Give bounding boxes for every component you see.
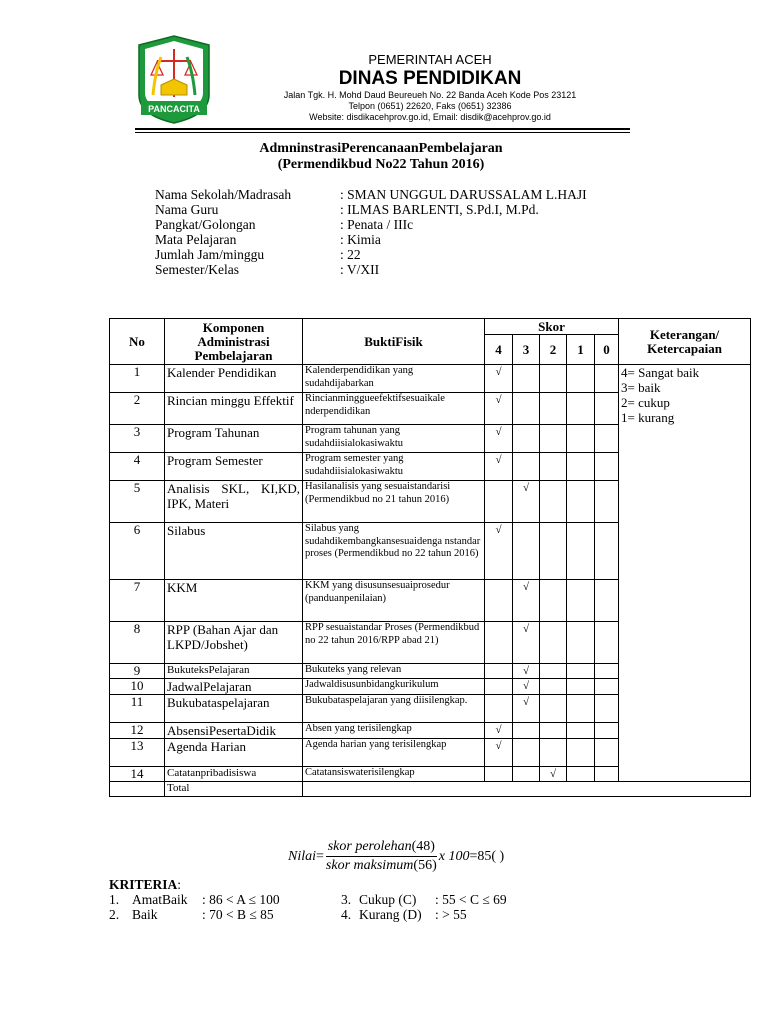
score-cell-4 [485,523,513,580]
formula-numerator [328,838,435,856]
info-row [155,202,587,217]
letterhead-rule-thick [135,128,630,130]
score-cell-1 [567,365,595,393]
score-cell-1 [567,453,595,481]
government-name: PEMERINTAH ACEH [368,52,492,67]
row-komponen: BukuteksPelajaran [165,664,303,679]
criteria-title-colon: : [177,877,182,892]
formula-result: =85( ) [469,848,505,864]
info-value: : 22 [340,247,361,262]
criteria-num: 4. [341,907,352,922]
document-title [200,141,562,173]
score-cell-3 [513,425,540,453]
agency-logo [133,35,215,125]
score-cell-2 [540,664,567,679]
row-number: 4 [110,453,165,481]
score-cell-0 [595,523,619,580]
score-cell-4 [485,695,513,723]
criteria-title [109,877,181,892]
check-mark: √ [522,665,530,677]
row-komponen: JadwalPelajaran [165,679,303,695]
assessment-table [109,318,751,797]
row-number: 12 [110,723,165,739]
header-score-4: 4 [485,335,513,365]
info-value: : V/XII [340,262,380,277]
agency-address: Jalan Tgk. H. Mohd Daud Beureueh No. 22 Banda Aceh Kode Pos 23121 [283,90,577,100]
criteria-label: AmatBaik [132,892,188,907]
score-cell-0 [595,453,619,481]
score-cell-1 [567,481,595,523]
criteria-num: 1. [109,892,120,907]
score-cell-4 [485,425,513,453]
score-cell-1 [567,695,595,723]
check-mark: √ [495,524,502,536]
row-komponen: Agenda Harian [165,739,303,767]
formula-multiplier: x 100 [438,848,470,864]
score-cell-2 [540,365,567,393]
score-cell-2 [540,393,567,425]
row-bukti: Absen yang terisilengkap [303,723,485,739]
total-empty-cell [110,782,165,797]
total-row [110,782,751,797]
agency-phone: Telpon (0651) 22620, Faks (0651) 32386 [348,101,512,111]
score-cell-2 [540,723,567,739]
score-cell-4 [485,365,513,393]
score-cell-1 [567,622,595,664]
check-mark: √ [495,740,502,752]
row-number: 9 [110,664,165,679]
row-number: 14 [110,767,165,782]
score-cell-1 [567,767,595,782]
score-cell-2 [540,580,567,622]
score-cell-0 [595,723,619,739]
row-komponen: AbsensiPesertaDidik [165,723,303,739]
criteria-title-text: KRITERIA [109,877,178,892]
criteria-range: : 70 < B ≤ 85 [202,907,274,922]
row-komponen: RPP (Bahan Ajar dan LKPD/Jobshet) [165,622,303,664]
row-komponen: Program Tahunan [165,425,303,453]
score-cell-1 [567,739,595,767]
header-skor: Skor [485,319,619,335]
info-row [155,187,587,202]
score-formula [288,838,504,875]
crest-icon [133,35,215,125]
check-mark: √ [522,581,530,593]
score-cell-2 [540,679,567,695]
row-bukti: Jadwaldisusunbidangkurikulum [303,679,485,695]
header-no: No [110,319,165,365]
info-value: : Kimia [340,232,381,247]
info-label: Semester/Kelas [155,262,239,277]
score-cell-2 [540,523,567,580]
score-cell-3 [513,767,540,782]
score-cell-1 [567,393,595,425]
legend-item: 4= Sangat baik [621,365,700,380]
row-komponen: Catatanpribadisiswa [165,767,303,782]
score-cell-2 [540,425,567,453]
row-komponen: Silabus [165,523,303,580]
numerator-text: skor perolehan [327,839,412,854]
score-cell-0 [595,365,619,393]
row-bukti: Rincianminggueefektifsesuaikale nderpendidikan [303,393,485,425]
row-bukti: RPP sesuaistandar Proses (Permendikbud no 22 tahun 2016/RPP abad 21) [303,622,485,664]
score-cell-2 [540,453,567,481]
criteria-item [341,907,467,922]
check-mark: √ [522,623,530,635]
info-row [155,217,587,232]
row-number: 2 [110,393,165,425]
score-cell-4 [485,622,513,664]
score-cell-4 [485,393,513,425]
score-cell-3 [513,679,540,695]
header-score-3: 3 [513,335,540,365]
criteria-range: : > 55 [435,907,467,922]
score-cell-2 [540,695,567,723]
header-keterangan: Keterangan/ Ketercapaian [619,319,751,365]
criteria-num: 3. [341,892,352,907]
check-mark: √ [522,680,530,692]
info-label: Nama Sekolah/Madrasah [155,187,292,202]
agency-name: DINAS PENDIDIKAN [338,68,522,89]
total-value-cell [303,782,751,797]
score-cell-1 [567,664,595,679]
row-number: 8 [110,622,165,664]
check-mark: √ [522,696,530,708]
formula-fraction [326,838,437,875]
row-number: 5 [110,481,165,523]
score-cell-3 [513,523,540,580]
row-bukti: Bukuteks yang relevan [303,664,485,679]
score-cell-0 [595,695,619,723]
score-cell-2 [540,481,567,523]
formula-lhs: Nilai [288,848,317,864]
info-value: : ILMAS BARLENTI, S.Pd.I, M.Pd. [340,202,539,217]
denominator-text: skor maksimum [325,858,414,873]
info-row [155,247,587,262]
score-cell-0 [595,739,619,767]
score-cell-1 [567,723,595,739]
criteria-label: Cukup (C) [359,892,417,907]
row-number: 7 [110,580,165,622]
score-cell-3 [513,365,540,393]
check-mark: √ [495,454,502,466]
score-cell-1 [567,679,595,695]
legend-item: 1= kurang [621,410,675,425]
letterhead-rule-thin [135,132,630,133]
criteria-item [109,907,274,922]
score-cell-0 [595,580,619,622]
teacher-info [155,187,587,277]
score-cell-3 [513,393,540,425]
score-cell-2 [540,767,567,782]
score-cell-0 [595,481,619,523]
row-komponen: Analisis SKL, KI,KD, IPK, Materi [165,481,303,523]
row-komponen: Rincian minggu Effektif [165,393,303,425]
info-label: Mata Pelajaran [155,232,237,247]
criteria-label: Baik [132,907,158,922]
score-cell-2 [540,739,567,767]
row-number: 6 [110,523,165,580]
info-label: Nama Guru [155,202,219,217]
criteria-range: : 86 < A ≤ 100 [202,892,280,907]
score-cell-3 [513,723,540,739]
row-bukti: KKM yang disusunsesuaiprosedur (panduanpenilaian) [303,580,485,622]
criteria-num: 2. [109,907,120,922]
row-bukti: Agenda harian yang terisilengkap [303,739,485,767]
row-number: 1 [110,365,165,393]
row-bukti: Hasilanalisis yang sesuaistandarisi (Permendikbud no 21 tahun 2016) [303,481,485,523]
legend-item: 3= baik [621,380,661,395]
score-cell-3 [513,580,540,622]
total-label: Total [165,782,303,797]
header-score-0: 0 [595,335,619,365]
denominator-value: (56) [413,858,437,873]
row-number: 11 [110,695,165,723]
document-title-line2: (Permendikbud No22 Tahun 2016) [277,157,485,172]
score-cell-3 [513,453,540,481]
check-mark: √ [522,482,530,494]
criteria-label: Kurang (D) [359,907,422,922]
info-value: : Penata / IIIc [340,217,414,232]
table-row [110,365,751,393]
formula-equals: = [316,848,324,864]
formula-denominator [326,857,437,875]
agency-website: Website: disdikacehprov.go.id, Email: disdik@acehprov.go.id [309,112,551,122]
row-bukti: Bukubataspelajaran yang diisilengkap. [303,695,485,723]
row-bukti: Program tahunan yang sudahdiisialokasiwaktu [303,425,485,453]
score-cell-4 [485,453,513,481]
criteria-range: : 55 < C ≤ 69 [435,892,507,907]
score-cell-0 [595,622,619,664]
score-cell-3 [513,664,540,679]
check-mark: √ [495,394,502,406]
row-komponen: KKM [165,580,303,622]
score-cell-4 [485,580,513,622]
score-cell-2 [540,622,567,664]
legend-item: 2= cukup [621,395,670,410]
row-bukti: Kalenderpendidikan yang sudahdijabarkan [303,365,485,393]
score-cell-0 [595,679,619,695]
row-komponen: Kalender Pendidikan [165,365,303,393]
score-cell-1 [567,523,595,580]
info-row [155,232,587,247]
svg-text:PANCACITA: PANCACITA [148,104,200,114]
header-score-2: 2 [540,335,567,365]
row-number: 3 [110,425,165,453]
score-cell-3 [513,481,540,523]
check-mark: √ [495,724,502,736]
info-row [155,262,587,277]
row-komponen: Bukubataspelajaran [165,695,303,723]
row-bukti: Program semester yang sudahdiisialokasiwaktu [303,453,485,481]
row-komponen: Program Semester [165,453,303,481]
numerator-value: (48) [411,839,435,854]
header-score-1: 1 [567,335,595,365]
score-cell-4 [485,481,513,523]
info-value: : SMAN UNGGUL DARUSSALAM L.HAJI [340,187,587,202]
score-cell-4 [485,739,513,767]
score-cell-1 [567,580,595,622]
score-cell-3 [513,739,540,767]
score-cell-0 [595,767,619,782]
score-cell-3 [513,622,540,664]
score-cell-4 [485,767,513,782]
criteria-item [109,892,280,907]
check-mark: √ [495,426,502,438]
info-label: Jumlah Jam/minggu [155,247,265,262]
row-bukti: Catatansiswaterisilengkap [303,767,485,782]
header-bukti: BuktiFisik [303,319,485,365]
document-title-line1: AdmninstrasiPerencanaanPembelajaran [259,141,503,156]
score-cell-0 [595,664,619,679]
score-cell-0 [595,425,619,453]
check-mark: √ [495,366,502,378]
score-cell-3 [513,695,540,723]
score-cell-1 [567,425,595,453]
score-cell-4 [485,664,513,679]
row-number: 13 [110,739,165,767]
score-cell-4 [485,723,513,739]
info-label: Pangkat/Golongan [155,217,256,232]
row-bukti: Silabus yang sudahdikembangkansesuaidenga nstandar proses (Permendikbud no 22 tahun 2016) [303,523,485,580]
header-komponen: Komponen Administrasi Pembelajaran [165,319,303,365]
criteria-item [341,892,507,907]
keterangan-legend [619,365,751,782]
table-header-row [110,319,751,335]
letterhead [230,52,630,123]
score-cell-4 [485,679,513,695]
row-number: 10 [110,679,165,695]
score-cell-0 [595,393,619,425]
check-mark: √ [549,768,557,780]
